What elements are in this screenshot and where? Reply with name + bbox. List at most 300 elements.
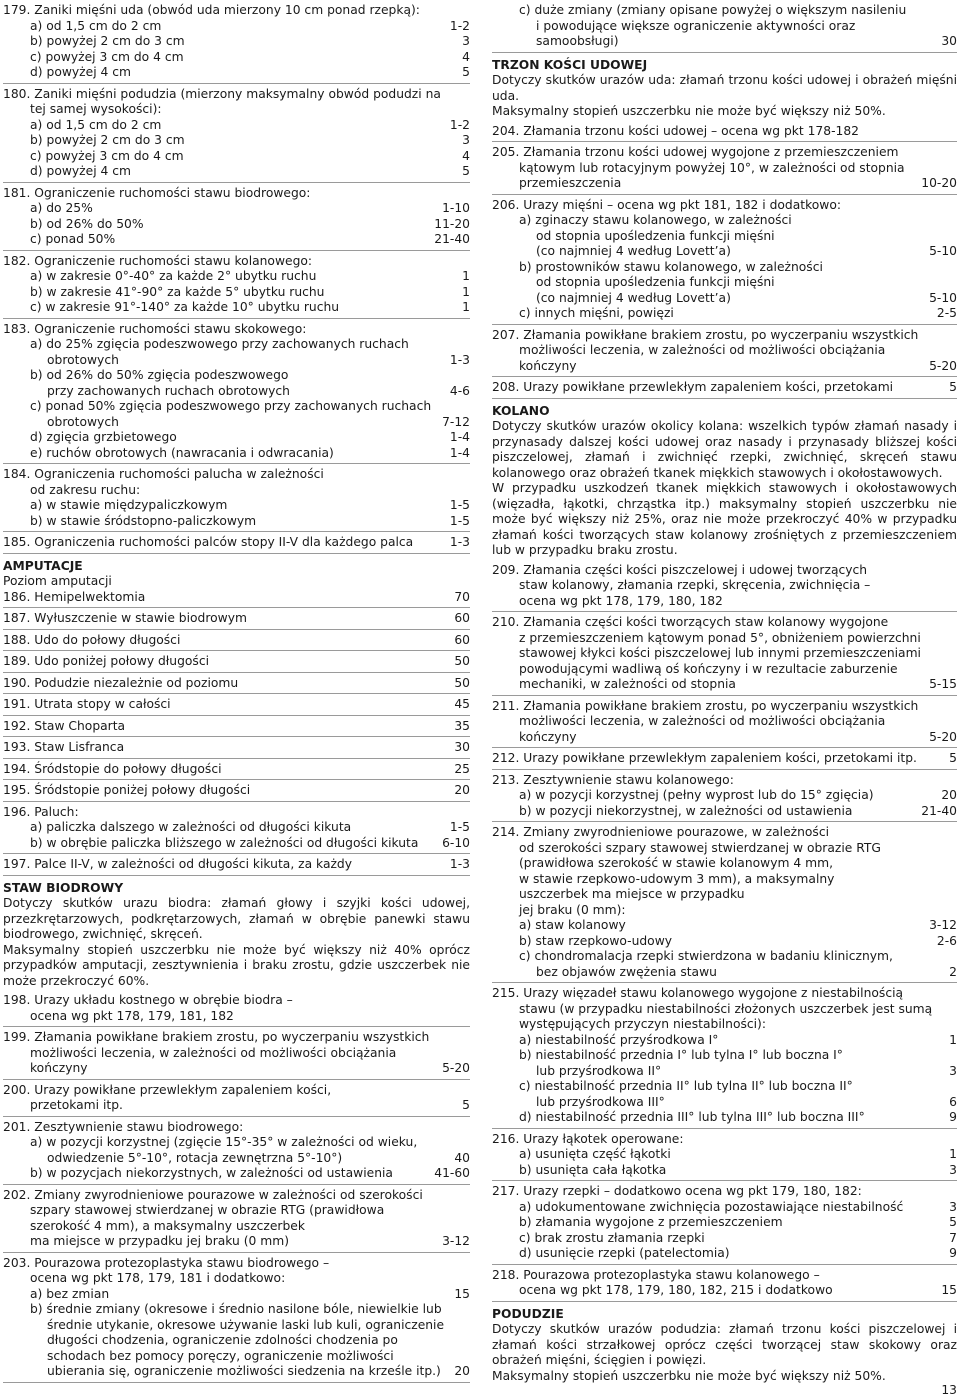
item-text: 190. Podudzie niezależnie od poziomu xyxy=(3,675,239,690)
item-text: c) brak zrostu złamania rzepki xyxy=(519,1230,705,1245)
entry-heading: 210. Złamania części kości tworzących staw kolanowy wygojone xyxy=(492,615,889,629)
entry-heading: 215. Urazy więzadeł stawu kolanowego wygojone z niestabilnością xyxy=(492,986,904,1000)
entry-heading: 209. Złamania części kości piszczelowej i udowej tworzących xyxy=(492,562,868,577)
entry xyxy=(3,993,470,1027)
sub-item xyxy=(3,368,470,384)
sub-item xyxy=(3,149,470,165)
item-text: obrotowych xyxy=(47,414,119,429)
entry-row xyxy=(3,590,470,606)
entry-heading: 201. Zesztywnienie stawu biodrowego: xyxy=(3,1119,244,1134)
entry xyxy=(3,467,470,532)
item-value: 45 xyxy=(454,697,470,711)
item-text: a) staw kolanowy xyxy=(519,918,626,932)
sub-item xyxy=(492,934,957,950)
entry xyxy=(492,699,957,749)
entry xyxy=(3,1120,470,1185)
sub-item xyxy=(492,677,957,693)
sub-item xyxy=(3,1271,470,1287)
item-value: 20 xyxy=(941,788,957,802)
item-value: 7-12 xyxy=(442,414,470,429)
sub-item xyxy=(492,1163,957,1179)
entry xyxy=(3,654,470,673)
sub-item xyxy=(492,841,957,857)
item-text: możliwości leczenia, w zależności od możliwości obciążania xyxy=(519,714,886,728)
left-column xyxy=(3,3,470,1386)
sub-item xyxy=(492,19,957,35)
sub-item xyxy=(492,1110,957,1126)
item-text: 194. Śródstopie do połowy długości xyxy=(3,761,222,776)
item-value: 3-12 xyxy=(442,1234,470,1248)
intro-paragraph: Maksymalny stopień uszczerbku nie może być większy niż 50%. xyxy=(492,1368,886,1383)
item-text: 212. Urazy powikłane przewlekłym zapaleniem kości, przetokami itp. xyxy=(492,751,917,765)
entry-heading: 182. Ograniczenie ruchomości stawu kolanowego: xyxy=(3,253,313,268)
item-text: d) usunięcie rzepki (patelectomia) xyxy=(519,1246,730,1260)
section-title: TRZON KOŚCI UDOWEJ xyxy=(492,57,648,72)
section-title: AMPUTACJE xyxy=(3,558,83,573)
entry-heading-cont: od zakresu ruchu: xyxy=(30,482,141,497)
entry xyxy=(3,697,470,716)
item-value: 3 xyxy=(462,34,470,48)
section-title: PODUDZIE xyxy=(492,1306,564,1321)
item-text: 193. Staw Lisfranca xyxy=(3,740,125,754)
item-value: 4 xyxy=(462,148,470,163)
item-text: 189. Udo poniżej połowy długości xyxy=(3,654,210,668)
item-text: b) staw rzepkowo-udowy xyxy=(519,933,673,948)
item-value: 50 xyxy=(454,654,470,668)
item-text: uszczerbek ma miejsce w przypadku xyxy=(519,887,745,901)
item-value: 4-6 xyxy=(449,383,470,398)
item-text: przy zachowanych ruchach obrotowych xyxy=(47,383,290,398)
entry xyxy=(492,124,957,143)
entry xyxy=(3,611,470,630)
sub-item xyxy=(492,1231,957,1247)
item-value: 70 xyxy=(454,589,470,604)
item-text: 195. Śródstopie poniżej połowy długości xyxy=(3,783,251,797)
sub-item xyxy=(492,1017,957,1033)
sub-item xyxy=(3,337,470,353)
sub-item xyxy=(3,430,470,446)
item-value: 40 xyxy=(454,1150,470,1165)
entry xyxy=(492,1184,957,1265)
entry-row xyxy=(3,676,470,692)
item-value: 60 xyxy=(454,632,470,647)
entry-heading: 199. Złamania powikłane brakiem zrostu, po wyczerpaniu wszystkich xyxy=(3,1030,430,1044)
sub-item xyxy=(3,415,470,431)
sub-item xyxy=(492,714,957,730)
item-text: c) innych mięśni, powięzi xyxy=(519,306,674,320)
page-number: 13 xyxy=(941,1383,957,1397)
item-text: a) usunięta część łąkotki xyxy=(519,1147,671,1161)
entry xyxy=(492,751,957,770)
item-text: od stopnia upośledzenia funkcji mięśni xyxy=(536,275,775,289)
item-value: 2 xyxy=(949,964,957,979)
sub-item xyxy=(3,1287,470,1303)
sub-item xyxy=(492,359,957,375)
item-text: b) niestabilność przednia I° lub tylna I° lub boczna I° xyxy=(519,1048,843,1062)
item-value: 35 xyxy=(454,718,470,733)
item-value: 50 xyxy=(454,675,470,690)
sub-item xyxy=(492,161,957,177)
item-value: 20 xyxy=(454,1364,470,1378)
entry xyxy=(3,3,470,84)
sub-item xyxy=(3,285,470,301)
item-value: 5-10 xyxy=(929,244,957,258)
intro-paragraph: Maksymalny stopień uszczerbku nie może być większy niż 50%. xyxy=(492,104,886,118)
sub-item xyxy=(3,65,470,81)
entry xyxy=(492,563,957,613)
item-text: b) w obrębie paliczka bliższego w zależności od długości kikuta xyxy=(30,835,419,850)
sub-item xyxy=(492,1283,957,1299)
item-text: ocena wg pkt 178, 179, 181 i dodatkowo: xyxy=(30,1271,286,1285)
section-intro xyxy=(492,1322,957,1384)
sub-item xyxy=(492,1147,957,1163)
sub-item xyxy=(3,353,470,369)
item-text: c) w zakresie 91°-140° za każde 10° ubytku ruchu xyxy=(30,300,340,314)
item-text: b) złamania wygojone z przemieszczeniem xyxy=(519,1215,783,1229)
sub-item xyxy=(492,213,957,229)
item-value: 9 xyxy=(949,1110,957,1124)
entry-heading: 207. Złamania powikłane brakiem zrostu, po wyczerpaniu wszystkich xyxy=(492,327,919,342)
sub-item xyxy=(3,1166,470,1182)
entry xyxy=(3,740,470,759)
item-text: staw kolanowy, złamania rzepki, skręcenia, zwichnięcia – xyxy=(519,578,871,592)
item-text: a) w pozycji korzystnej (zgięcie 15°-35° w zależności od wieku, xyxy=(30,1135,418,1149)
sub-item xyxy=(3,300,470,316)
item-text: 185. Ograniczenia ruchomości palców stopy II-V dla każdego palca xyxy=(3,535,414,549)
entry xyxy=(492,986,957,1129)
item-value: 1-4 xyxy=(449,430,470,444)
item-text: (prawidłowa szerokość w stawie kolanowym 4 mm, xyxy=(519,856,833,870)
item-value: 1-5 xyxy=(449,498,470,512)
item-value: 1-3 xyxy=(449,857,470,871)
entry xyxy=(3,322,470,465)
entry-row xyxy=(492,380,957,396)
item-text: (co najmniej 4 według Lovett’a) xyxy=(536,244,731,258)
entry-row xyxy=(3,611,470,627)
item-text: (co najmniej 4 według Lovett’a) xyxy=(536,290,731,305)
item-value: 1-3 xyxy=(449,352,470,367)
item-text: b) w stawie śródstopno-paliczkowym xyxy=(30,513,257,528)
entry xyxy=(3,87,470,183)
entry-heading: 202. Zmiany zwyrodnieniowe pourazowe w zależności od szerokości xyxy=(3,1187,423,1202)
item-value: 5 xyxy=(462,65,470,79)
sub-item xyxy=(492,343,957,359)
section-intro xyxy=(3,896,470,989)
item-text: c) chondromalacja rzepki stwierdzona w badaniu klinicznym, xyxy=(519,949,893,963)
item-text: ocena wg pkt 178, 179, 180, 182, 215 i dodatkowo xyxy=(519,1283,833,1297)
item-value: 9 xyxy=(949,1246,957,1260)
section-intro xyxy=(492,73,957,120)
item-value: 5-20 xyxy=(442,1061,470,1075)
sub-item xyxy=(3,118,470,134)
sub-item xyxy=(492,788,957,804)
sub-item xyxy=(492,34,957,50)
item-value: 3-12 xyxy=(929,918,957,932)
entry-heading-cont: tej samej wysokości): xyxy=(30,102,162,116)
entry-row xyxy=(3,633,470,649)
sub-item xyxy=(3,1061,470,1077)
item-value: 60 xyxy=(454,611,470,625)
entry xyxy=(3,857,470,876)
item-text: c) ponad 50% zgięcia podeszwowego przy zachowanych ruchach xyxy=(30,399,432,413)
item-text: 204. Złamania trzonu kości udowej – ocena wg pkt 178-182 xyxy=(492,123,859,138)
sub-item xyxy=(492,3,957,19)
sub-item xyxy=(492,631,957,647)
sub-item xyxy=(3,164,470,180)
sub-item xyxy=(492,662,957,678)
item-text: średnie utykanie, okresowe używanie laski lub kuli, ograniczenie xyxy=(47,1317,445,1332)
section-title: KOLANO xyxy=(492,403,550,418)
sub-item xyxy=(492,646,957,662)
item-value: 11-20 xyxy=(434,216,470,231)
sub-item xyxy=(492,1079,957,1095)
item-text: w stawie rzepkowo-udowym 3 mm), a maksymalny xyxy=(519,871,835,886)
section-subtitle: Poziom amputacji xyxy=(3,574,112,588)
item-text: powodującymi wadliwą oś kończyny i w rezultacie zaburzenie xyxy=(519,661,898,676)
item-value: 1 xyxy=(949,1032,957,1047)
item-text: a) w pozycji korzystnej (pełny wyprost lub do 15° zgięcia) xyxy=(519,788,874,802)
item-text: b) od 26% do 50% xyxy=(30,216,144,231)
entry-heading: 203. Pourazowa protezoplastyka stawu biodrowego – xyxy=(3,1255,330,1270)
item-value: 3 xyxy=(949,1199,957,1214)
sub-item xyxy=(3,514,470,530)
sub-item xyxy=(3,1333,470,1349)
entry xyxy=(3,1030,470,1080)
sub-item xyxy=(492,918,957,934)
item-value: 5-20 xyxy=(929,729,957,744)
entry-row xyxy=(3,697,470,713)
item-value: 6-10 xyxy=(442,835,470,850)
intro-paragraph: Dotyczy skutków urazu biodra: złamań głowy i szyjki kości udowej, przezkrętarzowych, podkrętarzowych, złamań w obrębie panewki stawu biodrowego, zwichnięć, skręceń. xyxy=(3,896,470,941)
intro-paragraph: Dotyczy skutków urazów uda: złamań trzonu kości udowej i obrażeń mięśni uda. xyxy=(492,73,957,103)
item-value: 1 xyxy=(462,300,470,314)
item-value: 21-40 xyxy=(921,803,957,818)
item-text: b) usunięta cała łąkotka xyxy=(519,1162,667,1177)
item-value: 4 xyxy=(462,49,470,64)
sub-item xyxy=(3,1234,470,1250)
item-text: c) ponad 50% xyxy=(30,232,116,246)
sub-item xyxy=(3,498,470,514)
item-value: 1-4 xyxy=(449,445,470,460)
sub-item xyxy=(3,269,470,285)
item-text: a) od 1,5 cm do 2 cm xyxy=(30,117,162,132)
item-text: odwiedzenie 5°-10°, rotacja zewnętrzna 5°-10°) xyxy=(47,1150,343,1165)
entry xyxy=(3,535,470,554)
sub-item xyxy=(3,1098,470,1114)
item-value: 2-5 xyxy=(936,306,957,320)
sub-item xyxy=(492,1048,957,1064)
entry-heading: 214. Zmiany zwyrodnieniowe pourazowe, w zależności xyxy=(492,825,829,839)
item-text: lub przyśrodkowa III° xyxy=(536,1094,665,1109)
entry xyxy=(3,1188,470,1253)
item-text: 192. Staw Choparta xyxy=(3,718,126,733)
sub-item xyxy=(3,1009,470,1025)
sub-item xyxy=(492,1033,957,1049)
item-value: 1-3 xyxy=(449,535,470,549)
entry-heading: 216. Urazy łąkotek operowane: xyxy=(492,1131,684,1146)
sub-item xyxy=(3,34,470,50)
sub-item xyxy=(492,594,957,610)
item-value: 1-2 xyxy=(449,117,470,132)
entry-row xyxy=(3,762,470,778)
item-text: bez objawów zwężenia stawu xyxy=(536,964,717,979)
entry xyxy=(3,783,470,802)
sub-item xyxy=(3,1219,470,1235)
entry xyxy=(3,805,470,855)
item-text: mechaniki, w zależności od stopnia xyxy=(519,677,736,691)
sub-item xyxy=(3,836,470,852)
item-text: a) bez zmian xyxy=(30,1286,110,1301)
sub-item xyxy=(492,856,957,872)
item-value: 7 xyxy=(949,1230,957,1245)
entry-row xyxy=(3,740,470,756)
item-text: a) udokumentowane zwichnięcia pozostawiające niestabilność xyxy=(519,1199,904,1214)
item-text: szpary stawowej stwierdzanej w obrazie RTG (prawidłowa xyxy=(30,1203,385,1217)
entry-row xyxy=(3,783,470,799)
item-text: b) w pozycji niekorzystnej, w zależności od ustawienia xyxy=(519,803,853,818)
item-text: a) w stawie międzypaliczkowym xyxy=(30,498,228,512)
entry-row xyxy=(3,535,470,551)
sub-item xyxy=(492,1200,957,1216)
item-text: ocena wg pkt 178, 179, 180, 182 xyxy=(519,593,723,608)
item-text: a) niestabilność przyśrodkowa I° xyxy=(519,1032,719,1047)
entry-heading: 205. Złamania trzonu kości udowej wygojone z przemieszczeniem xyxy=(492,145,899,159)
item-text: 187. Wyłuszczenie w stawie biodrowym xyxy=(3,611,247,625)
entry-heading: 179. Zaniki mięśni uda (obwód uda mierzony 10 cm ponad rzepką): xyxy=(3,3,420,17)
sub-item xyxy=(492,260,957,276)
item-value: 1 xyxy=(949,1147,957,1161)
item-value: 5-15 xyxy=(929,677,957,691)
entry xyxy=(492,615,957,696)
entry-heading: 218. Pourazowa protezoplastyka stawu kolanowego – xyxy=(492,1267,820,1282)
item-text: ocena wg pkt 178, 179, 181, 182 xyxy=(30,1008,234,1023)
sub-item xyxy=(492,176,957,192)
item-value: 5 xyxy=(949,751,957,765)
entry-heading: 196. Paluch: xyxy=(3,804,79,819)
item-text: kątowym lub rotacyjnym powyżej 10°, w zależności od stopnia xyxy=(519,160,905,175)
entry xyxy=(492,198,957,325)
item-text: ubierania się, ograniczenie możliwości siedzenia na krześle itp.) xyxy=(47,1364,441,1378)
entry xyxy=(492,380,957,399)
item-text: możliwości leczenia, w zależności od możliwości obciążania xyxy=(519,343,886,357)
entry xyxy=(3,186,470,251)
item-value: 30 xyxy=(941,34,957,48)
entry-row xyxy=(3,654,470,670)
item-text: d) zgięcia grzbietowego xyxy=(30,430,177,444)
sub-item xyxy=(3,232,470,248)
item-text: schodach bez pomocy poręczy, ograniczenie możliwości xyxy=(47,1348,394,1363)
sub-item xyxy=(492,1002,957,1018)
sub-item xyxy=(492,306,957,322)
entry xyxy=(492,1132,957,1182)
sub-item xyxy=(492,229,957,245)
item-text: b) od 26% do 50% zgięcia podeszwowego xyxy=(30,368,289,382)
item-text: a) od 1,5 cm do 2 cm xyxy=(30,18,162,33)
entry xyxy=(3,1083,470,1117)
item-text: c) powyżej 3 cm do 4 cm xyxy=(30,148,184,163)
intro-paragraph: Dotyczy skutków urazów okolicy kolana: wszelkich typów złamań nasady i przynasady dalszej kości udowej oraz nasady i przynasady bliższej kości piszczelowej, złamań i zwichnięć rzepki, zwichnięć, skręceń stawu kolanowego oraz obrażeń tkanek miękkich stawowych i okołostawowych. xyxy=(492,419,957,480)
item-value: 6 xyxy=(949,1094,957,1109)
sub-item xyxy=(492,1095,957,1111)
sub-item xyxy=(3,1318,470,1334)
entry xyxy=(492,825,957,983)
sub-item xyxy=(3,1349,470,1365)
item-text: d) powyżej 4 cm xyxy=(30,164,131,178)
item-text: lub przyśrodkowa II° xyxy=(536,1063,662,1078)
sub-item xyxy=(492,1064,957,1080)
entry xyxy=(3,762,470,781)
entry-heading: 181. Ograniczenie ruchomości stawu biodrowego: xyxy=(3,185,311,200)
item-text: c) duże zmiany (zmiany opisane powyżej o większym nasileniu xyxy=(519,3,907,17)
item-value: 5 xyxy=(949,380,957,394)
item-text: e) ruchów obrotowych (nawracania i odwracania) xyxy=(30,445,334,460)
item-text: przemieszczenia xyxy=(519,176,622,190)
sub-item xyxy=(3,1135,470,1151)
entry-heading: 213. Zesztywnienie stawu kolanowego: xyxy=(492,772,734,787)
item-text: c) powyżej 3 cm do 4 cm xyxy=(30,49,184,64)
item-text: b) w zakresie 41°-90° za każde 5° ubytku ruchu xyxy=(30,284,325,299)
intro-paragraph: Dotyczy skutków urazów podudzia: złamań trzonu kości piszczelowej i złamań kości strzałkowej oprócz części tworzącej staw skokowy oraz obrażeń mięśni, ścięgien i powięzi. xyxy=(492,1322,957,1367)
item-text: b) powyżej 2 cm do 3 cm xyxy=(30,34,185,48)
entry xyxy=(3,633,470,652)
item-text: a) do 25% xyxy=(30,201,93,215)
item-text: a) do 25% zgięcia podeszwowego przy zachowanych ruchach xyxy=(30,337,409,351)
sub-item xyxy=(3,1364,470,1380)
sub-item xyxy=(492,275,957,291)
item-text: 197. Palce II-V, w zależności od długości kikuta, za każdy xyxy=(3,857,353,871)
sub-item xyxy=(492,804,957,820)
item-text: długości chodzenia, ograniczenie zdolności chodzenia po xyxy=(47,1333,398,1347)
item-text: stawowej kłykci kości piszczelowej lub innymi przemieszczeniami xyxy=(519,646,921,660)
sub-item xyxy=(3,384,470,400)
item-value: 1-5 xyxy=(449,820,470,834)
sub-item xyxy=(492,949,957,965)
item-text: 208. Urazy powikłane przewlekłym zapaleniem kości, przetokami xyxy=(492,380,894,394)
entry-heading: 211. Złamania powikłane brakiem zrostu, po wyczerpaniu wszystkich xyxy=(492,698,919,713)
item-text: kończyny xyxy=(30,1061,88,1075)
entry-row xyxy=(3,857,470,873)
item-value: 5 xyxy=(462,1098,470,1112)
entry-heading: 217. Urazy rzepki – dodatkowo ocena wg pkt 179, 180, 182: xyxy=(492,1184,862,1198)
item-text: b) średnie zmiany (okresowe i średnio nasilone bóle, niewielkie lub xyxy=(30,1302,442,1316)
entry xyxy=(3,676,470,695)
item-value: 5-10 xyxy=(929,290,957,305)
item-text: jej braku (0 mm): xyxy=(519,902,626,917)
item-value: 20 xyxy=(454,783,470,797)
intro-paragraph: Maksymalny stopień uszczerbku nie może być większy niż 40% oprócz przypadków amputacji, zesztywnienia i braku zrostu, gdzie uszczerbek nie może przekroczyć 60%. xyxy=(3,942,470,988)
item-value: 5-20 xyxy=(929,358,957,373)
entry xyxy=(3,719,470,738)
intro-paragraph: W przypadku uszkodzeń tkanek miękkich stawowych i okołostawowych (więzadła, łąkotki, chrząstka itp.) maksymalny stopień uszczerbku nie może być większy niż 25%, oraz nie może przekroczyć 40% w przypadku złamań kości tworzących staw kolanowy zrośniętych z przemieszczeniem lub w przypadku braku zrostu. xyxy=(492,481,957,557)
entry-heading: 183. Ograniczenie ruchomości stawu skokowego: xyxy=(3,321,307,336)
item-value: 15 xyxy=(941,1283,957,1297)
item-text: samoobsługi) xyxy=(536,34,619,48)
entry xyxy=(492,1268,957,1302)
entry-row xyxy=(492,124,957,140)
entry xyxy=(3,1256,470,1383)
sub-item xyxy=(492,291,957,307)
item-value: 3 xyxy=(462,133,470,147)
item-text: d) niestabilność przednia III° lub tylna III° lub boczna III° xyxy=(519,1110,865,1124)
item-text: 188. Udo do połowy długości xyxy=(3,632,181,647)
item-value: 10-20 xyxy=(921,176,957,190)
item-text: c) niestabilność przednia II° lub tylna II° lub boczna II° xyxy=(519,1079,853,1093)
item-text: z przemieszczeniem kątowym ponad 5°, obniżeniem powierzchni xyxy=(519,630,921,645)
section-title: STAW BIODROWY xyxy=(3,880,124,895)
item-text: od stopnia upośledzenia funkcji mięśni xyxy=(536,228,775,243)
sub-item xyxy=(3,446,470,462)
sub-item xyxy=(3,19,470,35)
